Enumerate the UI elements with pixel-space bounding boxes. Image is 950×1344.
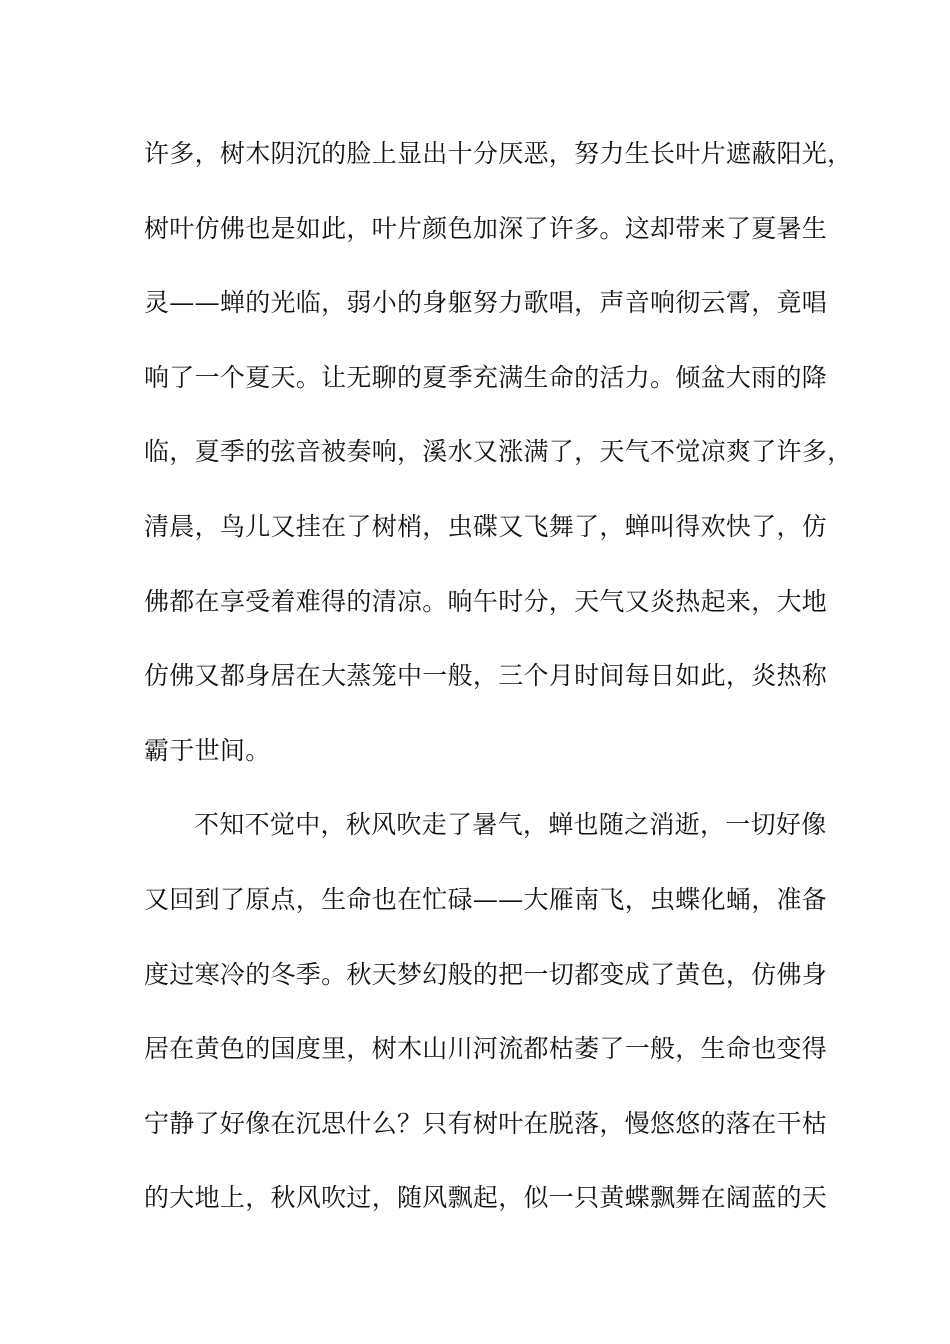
text-line: 度过寒冷的冬季。秋天梦幻般的把一切都变成了黄色，仿佛身 [144, 959, 828, 989]
text-line: 宁静了好像在沉思什么？只有树叶在脱落，慢悠悠的落在干枯 [144, 1108, 828, 1138]
text-line: 清晨，鸟儿又挂在了树梢，虫碟又飞舞了，蝉叫得欢快了，仿 [144, 511, 828, 541]
text-line: 的大地上，秋风吹过，随风飘起，似一只黄蝶飘舞在阔蓝的天 [144, 1183, 828, 1213]
text-line: 佛都在享受着难得的清凉。晌午时分，天气又炎热起来，大地 [144, 586, 828, 616]
text-line: 树叶仿佛也是如此，叶片颜色加深了许多。这却带来了夏暑生 [144, 213, 828, 243]
body-text [144, 124, 853, 1243]
text-line: 灵——蝉的光临，弱小的身躯努力歌唱，声音响彻云霄，竟唱 [144, 288, 828, 318]
text-line: 居在黄色的国度里，树木山川河流都枯萎了一般，生命也变得 [144, 1034, 828, 1064]
text-line: 临，夏季的弦音被奏响，溪水又涨满了，天气不觉凉爽了许多， [144, 437, 853, 467]
text-line: 许多，树木阴沉的脸上显出十分厌恶，努力生长叶片遮蔽阳光， [144, 139, 853, 168]
text-line: 霸于世间。 [144, 735, 271, 765]
paragraph-first-line: 不知不觉中，秋风吹走了暑气，蝉也随之消逝，一切好像 [194, 810, 827, 840]
text-line: 又回到了原点，生命也在忙碌——大雁南飞，虫蝶化蛹，准备 [144, 884, 828, 914]
text-line: 仿佛又都身居在大蒸笼中一般，三个月时间每日如此，炎热称 [144, 661, 828, 691]
text-line: 响了一个夏天。让无聊的夏季充满生命的活力。倾盆大雨的降 [144, 362, 828, 392]
